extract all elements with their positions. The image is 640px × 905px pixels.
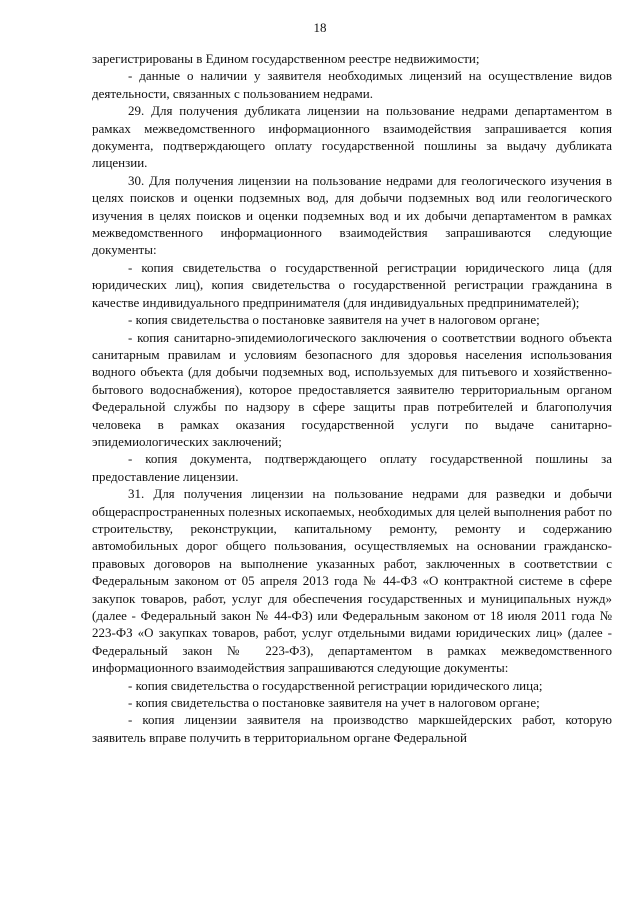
list-item-surveying-license: - копия лицензии заявителя на производство маркшейдерских работ, которую заявитель вправе получить в территориальном органе Федеральной <box>92 712 612 745</box>
document-body <box>92 50 612 746</box>
list-item-legal-entity-registration: - копия свидетельства о государственной регистрации юридического лица; <box>128 677 543 693</box>
paragraph-30: 30. Для получения лицензии на пользование недрами для геологического изучения в целях поисков и оценки подземных вод, для добычи подземных вод или геологического изучения в целях поисков и оценки подземных вод и их добычи департаментом в рамках межведомственного информационного взаимодействия запрашиваются следующие документы: <box>92 172 612 258</box>
list-item-fee-payment: - копия документа, подтверждающего оплату государственной пошлины за предоставление лицензии. <box>92 451 612 484</box>
paragraph-29: 29. Для получения дубликата лицензии на пользование недрами департаментом в рамках межведомственного информационного взаимодействия запрашивается копия документа, подтверждающего оплату государственной пошлины за выдачу дубликата лицензии. <box>92 103 612 171</box>
list-item-sanitary-conclusion: - копия санитарно-эпидемиологического заключения о соответствии водного объекта санитарным правилам и условиям безопасного для здоровья населения использования водного объекта (для добычи подземных вод, используемых для питьевого и хозяйственно-бытового водоснабжения), которое предоставляется заявителю территориальным органом Федеральной службы по надзору в сфере защиты прав потребителей и благополучия человека в рамках оказания государственной услуги по выдаче санитарно-эпидемиологических заключений; <box>92 329 612 449</box>
paragraph-continuation: зарегистрированы в Едином государственном реестре недвижимости; <box>92 51 480 66</box>
list-item-tax-registration: - копия свидетельства о постановке заявителя на учет в налоговом органе; <box>128 312 540 328</box>
list-item-licenses-data: - данные о наличии у заявителя необходимых лицензий на осуществление видов деятельности, связанных с пользованием недрами. <box>92 68 612 101</box>
list-item-registration-copy: - копия свидетельства о государственной регистрации юридического лица (для юридических лиц), копия свидетельства о государственной регистрации гражданина в качестве индивидуального предпринимателя (для индивидуальных предпринимателей); <box>92 259 612 310</box>
paragraph-31: 31. Для получения лицензии на пользование недрами для разведки и добычи общераспространенных полезных ископаемых, необходимых для целей выполнения работ по строительству, реконструкции, капитальному ремонту, ремонту и содержанию автомобильных дорог общего пользования, осуществляемых на основании гражданско-правовых договоров на выполнение указанных работ, заключенных в соответствии с Федеральным законом от 05 апреля 2013 года № 44-ФЗ «О контрактной системе в сфере закупок товаров, работ, услуг для обеспечения государственных и муниципальных нужд» (далее - Федеральный закон № 44-ФЗ) или Федеральным законом от 18 июля 2011 года № 223-ФЗ «О закупках товаров, работ, услуг отдельными видами юридических лиц» (далее - Федеральный закон № 223-ФЗ), департаментом в рамках межведомственного информационного взаимодействия запрашиваются следующие документы: <box>92 486 612 676</box>
page-number: 18 <box>313 20 327 35</box>
list-item-tax-registration-2: - копия свидетельства о постановке заявителя на учет в налоговом органе; <box>128 695 540 711</box>
